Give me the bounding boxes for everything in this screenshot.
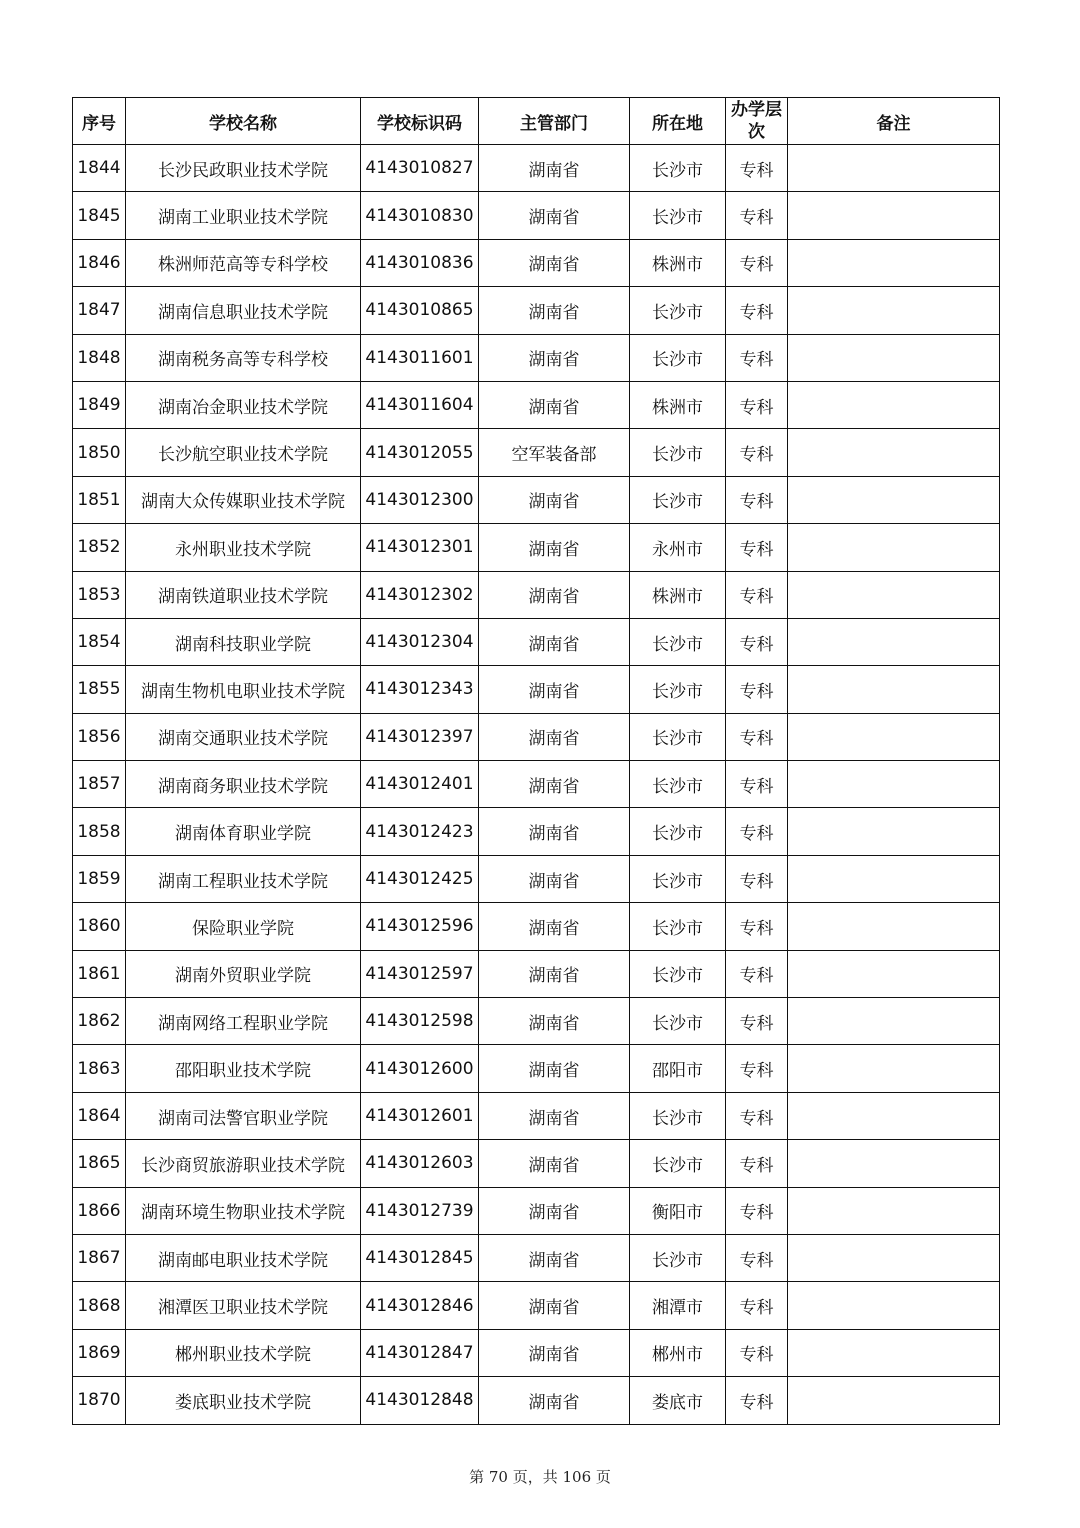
cell-department: 湖南省	[479, 192, 630, 239]
cell-level: 专科	[726, 761, 788, 808]
cell-school-code: 4143012847	[361, 1329, 479, 1376]
cell-location: 长沙市	[630, 808, 726, 855]
header-level-line2: 次	[748, 122, 765, 142]
cell-school-name: 株洲师范高等专科学校	[126, 239, 361, 286]
cell-school-code: 4143011604	[361, 381, 479, 428]
table-row	[73, 666, 1000, 713]
cell-department: 湖南省	[479, 808, 630, 855]
cell-location: 长沙市	[630, 145, 726, 192]
cell-location: 长沙市	[630, 1092, 726, 1139]
table-row	[73, 1377, 1000, 1424]
cell-level: 专科	[726, 1234, 788, 1281]
cell-seq: 1867	[73, 1234, 126, 1281]
cell-remark	[788, 334, 1000, 381]
cell-school-code: 4143012301	[361, 524, 479, 571]
table-row	[73, 1092, 1000, 1139]
cell-remark	[788, 761, 1000, 808]
cell-remark	[788, 666, 1000, 713]
table-row	[73, 429, 1000, 476]
cell-seq: 1856	[73, 713, 126, 760]
cell-seq: 1866	[73, 1187, 126, 1234]
cell-school-code: 4143012598	[361, 998, 479, 1045]
cell-school-code: 4143012302	[361, 571, 479, 618]
cell-school-name: 湖南工程职业技术学院	[126, 855, 361, 902]
cell-level: 专科	[726, 476, 788, 523]
cell-school-name: 湖南铁道职业技术学院	[126, 571, 361, 618]
cell-school-name: 湖南邮电职业技术学院	[126, 1234, 361, 1281]
cell-department: 湖南省	[479, 1140, 630, 1187]
header-remark: 备注	[788, 98, 1000, 145]
cell-remark	[788, 524, 1000, 571]
table-row	[73, 1282, 1000, 1329]
cell-school-code: 4143012343	[361, 666, 479, 713]
cell-remark	[788, 1329, 1000, 1376]
cell-seq: 1865	[73, 1140, 126, 1187]
cell-school-name: 湖南体育职业学院	[126, 808, 361, 855]
cell-level: 专科	[726, 903, 788, 950]
table-row	[73, 381, 1000, 428]
table-row	[73, 239, 1000, 286]
table-row	[73, 1234, 1000, 1281]
table-row	[73, 761, 1000, 808]
header-school-code: 学校标识码	[361, 98, 479, 145]
cell-seq: 1851	[73, 476, 126, 523]
header-department: 主管部门	[479, 98, 630, 145]
table-row	[73, 524, 1000, 571]
cell-location: 郴州市	[630, 1329, 726, 1376]
cell-department: 湖南省	[479, 950, 630, 997]
cell-remark	[788, 618, 1000, 665]
cell-location: 衡阳市	[630, 1187, 726, 1234]
table-row	[73, 334, 1000, 381]
table-row	[73, 903, 1000, 950]
header-seq: 序号	[73, 98, 126, 145]
cell-level: 专科	[726, 713, 788, 760]
cell-seq: 1862	[73, 998, 126, 1045]
header-row	[73, 98, 1000, 145]
cell-location: 株洲市	[630, 239, 726, 286]
cell-location: 长沙市	[630, 429, 726, 476]
cell-seq: 1849	[73, 381, 126, 428]
cell-school-code: 4143012601	[361, 1092, 479, 1139]
cell-remark	[788, 855, 1000, 902]
cell-school-code: 4143012848	[361, 1377, 479, 1424]
cell-level: 专科	[726, 1092, 788, 1139]
cell-school-code: 4143011601	[361, 334, 479, 381]
cell-school-code: 4143012600	[361, 1045, 479, 1092]
cell-location: 长沙市	[630, 713, 726, 760]
cell-seq: 1861	[73, 950, 126, 997]
cell-school-code: 4143010827	[361, 145, 479, 192]
cell-level: 专科	[726, 855, 788, 902]
cell-department: 空军装备部	[479, 429, 630, 476]
cell-remark	[788, 1377, 1000, 1424]
cell-seq: 1845	[73, 192, 126, 239]
cell-location: 长沙市	[630, 476, 726, 523]
header-level-line1: 办学层	[731, 100, 782, 120]
table-row	[73, 950, 1000, 997]
cell-department: 湖南省	[479, 903, 630, 950]
table-row	[73, 1140, 1000, 1187]
cell-school-code: 4143012425	[361, 855, 479, 902]
cell-seq: 1864	[73, 1092, 126, 1139]
cell-level: 专科	[726, 429, 788, 476]
cell-seq: 1868	[73, 1282, 126, 1329]
cell-department: 湖南省	[479, 713, 630, 760]
cell-remark	[788, 713, 1000, 760]
cell-seq: 1846	[73, 239, 126, 286]
cell-level: 专科	[726, 571, 788, 618]
cell-seq: 1870	[73, 1377, 126, 1424]
cell-seq: 1863	[73, 1045, 126, 1092]
table-row	[73, 618, 1000, 665]
cell-level: 专科	[726, 808, 788, 855]
cell-department: 湖南省	[479, 1092, 630, 1139]
cell-location: 长沙市	[630, 666, 726, 713]
cell-seq: 1857	[73, 761, 126, 808]
table-row	[73, 855, 1000, 902]
cell-location: 长沙市	[630, 334, 726, 381]
cell-school-name: 长沙商贸旅游职业技术学院	[126, 1140, 361, 1187]
cell-school-code: 4143012304	[361, 618, 479, 665]
cell-school-name: 郴州职业技术学院	[126, 1329, 361, 1376]
cell-location: 长沙市	[630, 192, 726, 239]
cell-department: 湖南省	[479, 1377, 630, 1424]
cell-department: 湖南省	[479, 524, 630, 571]
cell-remark	[788, 998, 1000, 1045]
header-school-name: 学校名称	[126, 98, 361, 145]
table-body	[73, 145, 1000, 1425]
table-row	[73, 145, 1000, 192]
cell-remark	[788, 1234, 1000, 1281]
cell-school-code: 4143012603	[361, 1140, 479, 1187]
cell-remark	[788, 192, 1000, 239]
cell-department: 湖南省	[479, 571, 630, 618]
cell-school-code: 4143012401	[361, 761, 479, 808]
cell-level: 专科	[726, 239, 788, 286]
cell-seq: 1860	[73, 903, 126, 950]
cell-location: 长沙市	[630, 287, 726, 334]
cell-remark	[788, 476, 1000, 523]
cell-seq: 1848	[73, 334, 126, 381]
cell-location: 株洲市	[630, 381, 726, 428]
cell-school-code: 4143012845	[361, 1234, 479, 1281]
cell-seq: 1852	[73, 524, 126, 571]
cell-school-code: 4143012597	[361, 950, 479, 997]
cell-seq: 1855	[73, 666, 126, 713]
cell-school-code: 4143010836	[361, 239, 479, 286]
cell-level: 专科	[726, 1329, 788, 1376]
cell-school-code: 4143012423	[361, 808, 479, 855]
cell-level: 专科	[726, 1282, 788, 1329]
cell-school-code: 4143012596	[361, 903, 479, 950]
cell-department: 湖南省	[479, 1234, 630, 1281]
cell-department: 湖南省	[479, 239, 630, 286]
cell-level: 专科	[726, 950, 788, 997]
cell-remark	[788, 1187, 1000, 1234]
school-list-table	[72, 97, 1000, 1425]
cell-school-code: 4143012739	[361, 1187, 479, 1234]
cell-department: 湖南省	[479, 476, 630, 523]
table-row	[73, 192, 1000, 239]
cell-seq: 1854	[73, 618, 126, 665]
cell-location: 邵阳市	[630, 1045, 726, 1092]
table-row	[73, 287, 1000, 334]
cell-department: 湖南省	[479, 287, 630, 334]
cell-school-name: 湖南信息职业技术学院	[126, 287, 361, 334]
cell-department: 湖南省	[479, 334, 630, 381]
cell-school-code: 4143010865	[361, 287, 479, 334]
header-location: 所在地	[630, 98, 726, 145]
cell-level: 专科	[726, 334, 788, 381]
cell-school-name: 湘潭医卫职业技术学院	[126, 1282, 361, 1329]
cell-school-name: 湖南科技职业学院	[126, 618, 361, 665]
cell-seq: 1844	[73, 145, 126, 192]
cell-seq: 1858	[73, 808, 126, 855]
cell-level: 专科	[726, 618, 788, 665]
cell-school-name: 湖南交通职业技术学院	[126, 713, 361, 760]
cell-school-name: 湖南司法警官职业学院	[126, 1092, 361, 1139]
header-level	[726, 98, 788, 145]
cell-department: 湖南省	[479, 998, 630, 1045]
cell-school-code: 4143012397	[361, 713, 479, 760]
cell-remark	[788, 287, 1000, 334]
cell-school-name: 湖南冶金职业技术学院	[126, 381, 361, 428]
cell-school-name: 湖南环境生物职业技术学院	[126, 1187, 361, 1234]
cell-remark	[788, 950, 1000, 997]
cell-remark	[788, 145, 1000, 192]
table-row	[73, 1187, 1000, 1234]
cell-level: 专科	[726, 1187, 788, 1234]
cell-level: 专科	[726, 1140, 788, 1187]
cell-school-code: 4143010830	[361, 192, 479, 239]
cell-level: 专科	[726, 1377, 788, 1424]
cell-school-name: 湖南税务高等专科学校	[126, 334, 361, 381]
cell-level: 专科	[726, 381, 788, 428]
cell-location: 湘潭市	[630, 1282, 726, 1329]
cell-level: 专科	[726, 145, 788, 192]
cell-location: 长沙市	[630, 1234, 726, 1281]
cell-department: 湖南省	[479, 381, 630, 428]
table-row	[73, 571, 1000, 618]
cell-department: 湖南省	[479, 145, 630, 192]
cell-level: 专科	[726, 524, 788, 571]
cell-level: 专科	[726, 287, 788, 334]
cell-department: 湖南省	[479, 1282, 630, 1329]
cell-school-code: 4143012300	[361, 476, 479, 523]
cell-school-name: 长沙航空职业技术学院	[126, 429, 361, 476]
cell-department: 湖南省	[479, 618, 630, 665]
cell-remark	[788, 381, 1000, 428]
cell-school-code: 4143012846	[361, 1282, 479, 1329]
cell-school-name: 永州职业技术学院	[126, 524, 361, 571]
cell-remark	[788, 808, 1000, 855]
cell-location: 长沙市	[630, 950, 726, 997]
table-header	[73, 98, 1000, 145]
table-row	[73, 808, 1000, 855]
cell-level: 专科	[726, 192, 788, 239]
cell-school-name: 湖南大众传媒职业技术学院	[126, 476, 361, 523]
cell-department: 湖南省	[479, 1329, 630, 1376]
cell-remark	[788, 429, 1000, 476]
cell-school-name: 长沙民政职业技术学院	[126, 145, 361, 192]
cell-remark	[788, 1092, 1000, 1139]
cell-level: 专科	[726, 998, 788, 1045]
cell-location: 长沙市	[630, 903, 726, 950]
table-row	[73, 1329, 1000, 1376]
cell-remark	[788, 239, 1000, 286]
cell-location: 娄底市	[630, 1377, 726, 1424]
cell-department: 湖南省	[479, 855, 630, 902]
cell-seq: 1850	[73, 429, 126, 476]
cell-department: 湖南省	[479, 666, 630, 713]
cell-school-name: 保险职业学院	[126, 903, 361, 950]
cell-remark	[788, 1140, 1000, 1187]
cell-remark	[788, 1045, 1000, 1092]
cell-school-code: 4143012055	[361, 429, 479, 476]
cell-location: 长沙市	[630, 998, 726, 1045]
cell-school-name: 湖南生物机电职业技术学院	[126, 666, 361, 713]
cell-seq: 1847	[73, 287, 126, 334]
table-row	[73, 476, 1000, 523]
cell-school-name: 娄底职业技术学院	[126, 1377, 361, 1424]
cell-location: 长沙市	[630, 1140, 726, 1187]
cell-school-name: 邵阳职业技术学院	[126, 1045, 361, 1092]
table-row	[73, 713, 1000, 760]
cell-school-name: 湖南商务职业技术学院	[126, 761, 361, 808]
cell-remark	[788, 1282, 1000, 1329]
cell-department: 湖南省	[479, 1187, 630, 1234]
page-footer: 第 70 页，共 106 页	[469, 1468, 611, 1486]
cell-seq: 1869	[73, 1329, 126, 1376]
cell-school-name: 湖南网络工程职业学院	[126, 998, 361, 1045]
cell-seq: 1859	[73, 855, 126, 902]
cell-location: 株洲市	[630, 571, 726, 618]
cell-location: 长沙市	[630, 761, 726, 808]
cell-location: 永州市	[630, 524, 726, 571]
table-row	[73, 998, 1000, 1045]
cell-remark	[788, 571, 1000, 618]
cell-remark	[788, 903, 1000, 950]
cell-level: 专科	[726, 666, 788, 713]
cell-level: 专科	[726, 1045, 788, 1092]
cell-seq: 1853	[73, 571, 126, 618]
cell-school-name: 湖南工业职业技术学院	[126, 192, 361, 239]
cell-location: 长沙市	[630, 618, 726, 665]
cell-department: 湖南省	[479, 1045, 630, 1092]
table-row	[73, 1045, 1000, 1092]
cell-school-name: 湖南外贸职业学院	[126, 950, 361, 997]
cell-location: 长沙市	[630, 855, 726, 902]
cell-department: 湖南省	[479, 761, 630, 808]
